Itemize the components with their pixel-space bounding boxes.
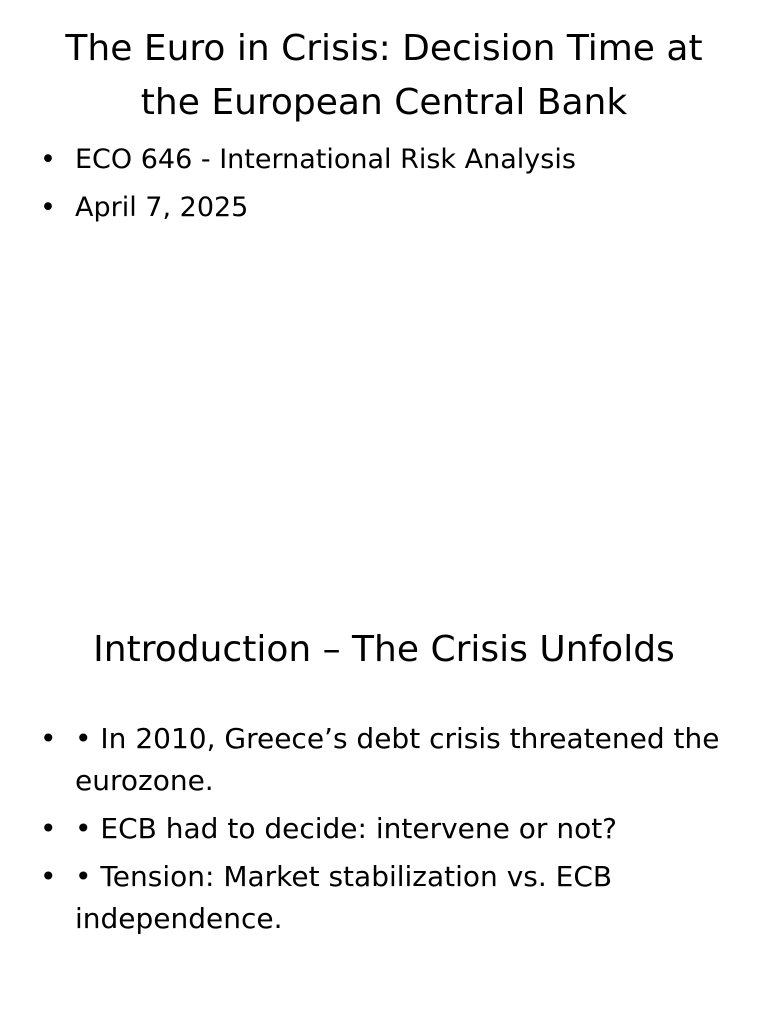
slide-2-title: Introduction – The Crisis Unfolds xyxy=(93,629,675,670)
bullet-icon: • xyxy=(40,192,56,223)
slide-1-bullet-item xyxy=(40,139,700,181)
slide-1-title: The Euro in Crisis: Decision Time at the European Central Bank xyxy=(65,28,703,123)
bullet-text: April 7, 2025 xyxy=(75,192,249,223)
slide-2-bullet-list xyxy=(40,718,720,946)
bullet-text: • Tension: Market stabilization vs. ECB independence. xyxy=(75,860,613,935)
slide-1-bullet-item xyxy=(40,187,700,229)
slide-2-bullet-item xyxy=(40,808,720,850)
slide-2-bullet-item xyxy=(40,856,720,940)
bullet-icon: • xyxy=(40,812,57,845)
slide-2 xyxy=(0,512,768,1024)
bullet-text: • ECB had to decide: intervene or not? xyxy=(75,812,618,845)
bullet-icon: • xyxy=(40,722,57,755)
bullet-text: ECO 646 - International Risk Analysis xyxy=(75,144,576,175)
slide-1-bullet-list xyxy=(40,139,700,235)
bullet-icon: • xyxy=(40,144,56,175)
slide-2-bullet-item xyxy=(40,718,720,802)
bullet-text: • In 2010, Greece’s debt crisis threatened the eurozone. xyxy=(75,722,720,797)
bullet-icon: • xyxy=(40,860,57,893)
